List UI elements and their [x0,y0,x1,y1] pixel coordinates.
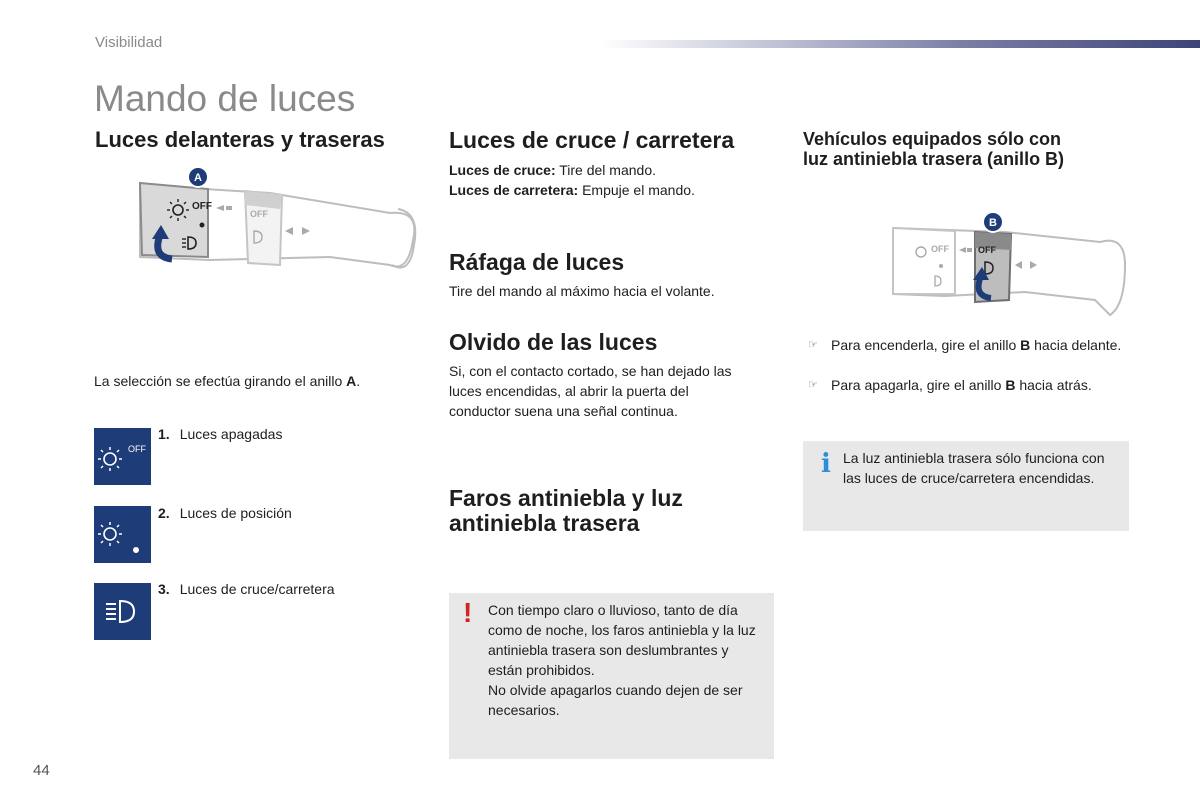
heading-fog-lamps [449,486,769,536]
heading-dipped-main-beam: Luces de cruce / carretera [449,127,735,153]
rear-fog-heading-line2: luz antiniebla trasera (anillo B) [803,149,1065,169]
stalk-off-label-b2: OFF [931,244,949,254]
info-text: La luz antiniebla trasera sólo funciona con las luces de cruce/carretera encendidas. [843,450,1105,486]
stalk-diagram-a [130,165,425,300]
fog-heading-line1: Faros antiniebla y luz [449,485,683,511]
heading-rear-fog-only [803,129,1133,169]
selection-text: La selección se efectúa girando el anillo A. [94,373,361,389]
position-lights-icon [94,506,151,563]
heading-front-rear-lights: Luces delanteras y traseras [95,127,385,152]
lights-off-icon [94,428,151,485]
list-item-3: 3. Luces de cruce/carretera [158,581,335,597]
dipped-beam-text: Luces de cruce: Tire del mando. [449,162,656,178]
section-label: Visibilidad [95,34,163,51]
warning-text: Con tiempo claro o lluvioso, tanto de día como de noche, los faros antiniebla y la luz antiniebla trasera son deslumbrantes y están prohibidos. No olvide apagarlos cuando dejen de ser necesarios. [488,602,756,718]
headlamp-flash-text: Tire del mando al máximo hacia el volante. [449,283,715,299]
lights-reminder-text: Si, con el contacto cortado, se han dejado las luces encendidas, al abrir la puerta del conductor suena una señal continua. [449,363,732,419]
dipped-main-beam-icon [94,583,151,640]
info-icon: i [821,449,831,479]
info-box [803,441,1129,531]
bullet-hand-icon: ☞ [808,339,818,351]
warning-icon: ! [463,597,473,628]
list-item-2: 2. Luces de posición [158,505,292,521]
stalk-off-label-b: OFF [978,245,996,255]
header-gradient-bar [600,40,1200,48]
heading-lights-reminder: Olvido de las luces [449,329,658,355]
heading-headlamp-flash: Ráfaga de luces [449,249,625,275]
list-item-1: 1. Luces apagadas [158,426,283,442]
warning-box [449,593,774,759]
rear-fog-heading-line1: Vehículos equipados sólo con [803,129,1062,149]
bullet-turn-on: ☞ Para encenderla, gire el anillo B hacia delante. [808,337,1122,353]
bullet-turn-off: ☞ Para apagarla, gire el anillo B hacia atrás. [808,377,1092,393]
badge-b: B [989,217,997,229]
badge-a: A [194,172,202,184]
stalk-diagram-b [885,210,1130,325]
stalk-off-label-a2: OFF [250,209,268,219]
main-beam-text: Luces de carretera: Empuje el mando. [449,182,695,198]
stalk-off-label-a: OFF [192,201,212,212]
page-title: Mando de luces [94,78,356,119]
page-number: 44 [33,762,50,779]
bullet-hand-icon: ☞ [808,379,818,391]
off-icon-label: OFF [128,444,146,454]
fog-heading-line2: antiniebla trasera [449,510,640,536]
